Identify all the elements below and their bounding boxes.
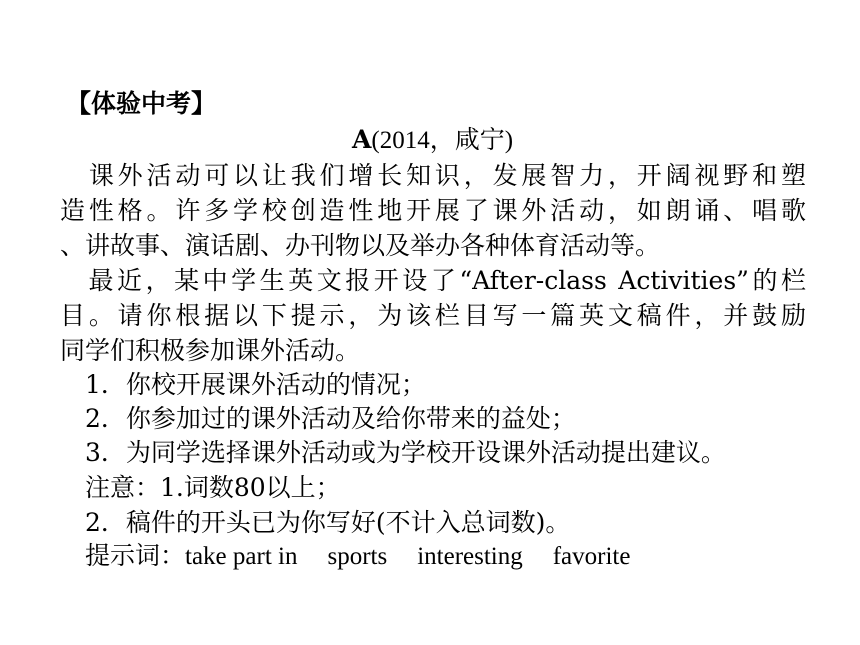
paragraph-1-line-2: 造性格。许多学校创造性地开展了课外活动，如朗诵、唱歌 [60, 196, 806, 225]
paragraph-2-line-1: 最近，某中学生英文报开设了“After-class Activities”的栏 [60, 266, 806, 295]
exam-source: (2014，咸宁) [371, 127, 514, 154]
hint-words-line [60, 538, 630, 575]
hint-word: take part in [185, 543, 298, 570]
section-heading: 【体验中考】 [66, 89, 217, 118]
point-1: 1．你校开展课外活动的情况； [60, 370, 426, 399]
paragraph-1-line-3: 、讲故事、演话剧、办刊物以及举办各种体育活动等。 [60, 231, 661, 260]
hint-word: interesting [417, 543, 523, 570]
exam-source-line [352, 122, 513, 159]
note-line-1: 注意：1.词数80以上； [60, 473, 341, 502]
paragraph-2-line-3: 同学们积极参加课外活动。 [60, 336, 361, 365]
exam-letter: A [352, 125, 372, 154]
note-line-2: 2．稿件的开头已为你写好(不计入总词数)。 [60, 508, 571, 537]
hint-word: sports [327, 543, 388, 570]
paragraph-1-line-1: 课外活动可以让我们增长知识，发展智力，开阔视野和塑 [60, 161, 806, 190]
hint-label: 提示词： [60, 541, 186, 570]
point-3: 3．为同学选择课外活动或为学校开设课外活动提出建议。 [60, 438, 726, 467]
point-2: 2．你参加过的课外活动及给你带来的益处； [60, 404, 576, 433]
paragraph-2-line-2: 目。请你根据以下提示，为该栏目写一篇英文稿件，并鼓励 [60, 301, 806, 330]
hint-word: favorite [552, 543, 631, 570]
